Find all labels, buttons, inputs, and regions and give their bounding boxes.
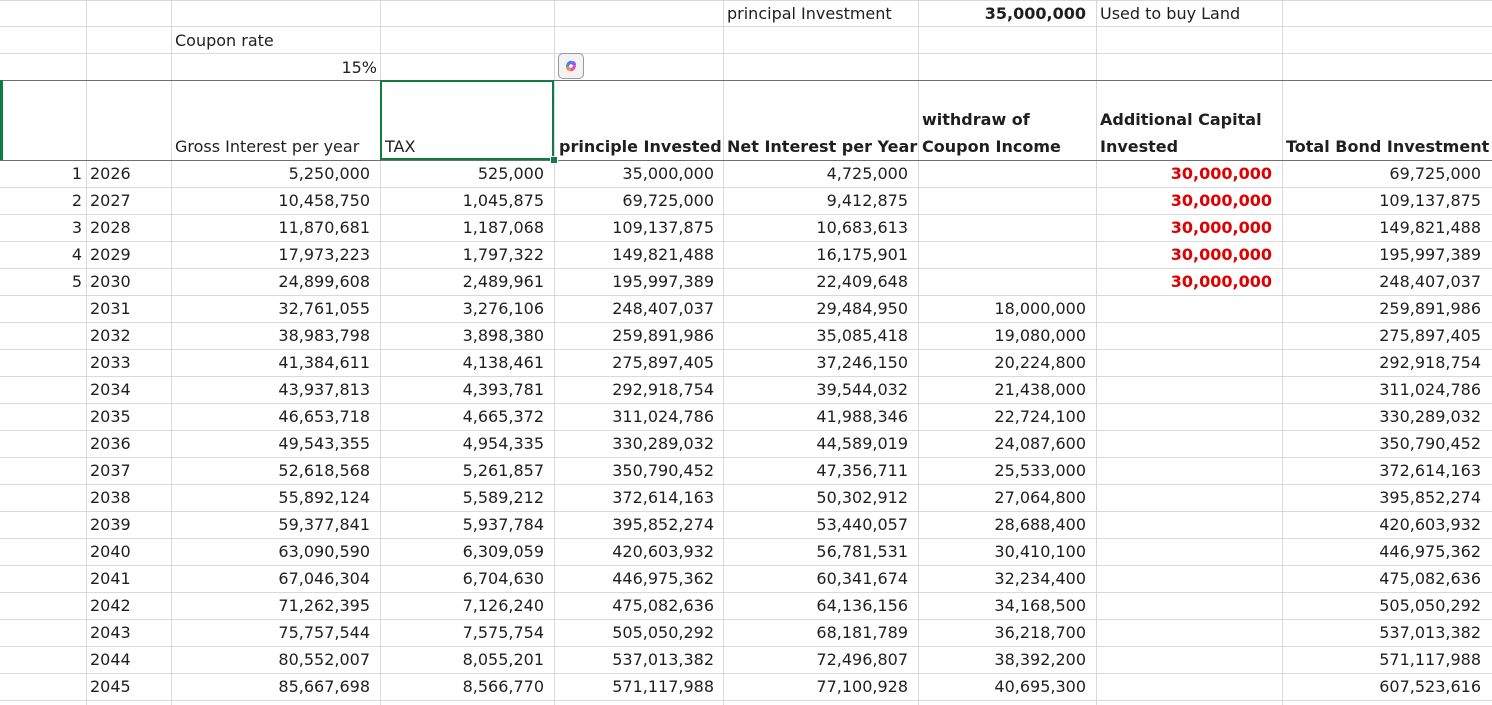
cell-withdraw[interactable]: 19,080,000 xyxy=(994,326,1086,345)
header-withdraw-line1[interactable]: withdraw of xyxy=(922,110,1030,129)
cell-total[interactable]: 372,614,163 xyxy=(1379,461,1481,480)
cell-withdraw[interactable]: 22,724,100 xyxy=(994,407,1086,426)
cell-year[interactable]: 2043 xyxy=(90,623,131,642)
cell-total[interactable]: 537,013,382 xyxy=(1379,623,1481,642)
cell-principle[interactable]: 69,725,000 xyxy=(622,191,714,210)
cell-year[interactable]: 2044 xyxy=(90,650,131,669)
cell-principle[interactable]: 109,137,875 xyxy=(612,218,714,237)
cell-principle[interactable]: 35,000,000 xyxy=(622,164,714,183)
cell-net[interactable]: 72,496,807 xyxy=(816,650,908,669)
cell-additional[interactable]: 30,000,000 xyxy=(1170,164,1272,183)
cell-withdraw[interactable]: 32,234,400 xyxy=(994,569,1086,588)
cell-total[interactable]: 248,407,037 xyxy=(1379,272,1481,291)
cell-n[interactable] xyxy=(0,488,82,508)
cell-gross[interactable]: 59,377,841 xyxy=(278,515,370,534)
cell-n[interactable] xyxy=(0,677,82,697)
gridline xyxy=(0,80,1492,81)
cell-year[interactable]: 2036 xyxy=(90,434,131,453)
cell-withdraw[interactable]: 25,533,000 xyxy=(994,461,1086,480)
cell-additional[interactable] xyxy=(1096,569,1272,589)
cell-withdraw[interactable]: 24,087,600 xyxy=(994,434,1086,453)
cell-gross[interactable]: 43,937,813 xyxy=(278,380,370,399)
cell-withdraw[interactable]: 38,392,200 xyxy=(994,650,1086,669)
gridline xyxy=(0,457,1492,458)
cell-net[interactable]: 39,544,032 xyxy=(816,380,908,399)
cell-n[interactable] xyxy=(0,650,82,670)
cell-n[interactable] xyxy=(0,515,82,535)
gridline xyxy=(0,322,1492,323)
gridline xyxy=(0,53,1492,54)
cell-net[interactable]: 60,341,674 xyxy=(816,569,908,588)
cell-withdraw[interactable]: 34,168,500 xyxy=(994,596,1086,615)
cell-additional[interactable]: 30,000,000 xyxy=(1170,245,1272,264)
cell-year[interactable]: 2031 xyxy=(90,299,131,318)
cell-total[interactable]: 395,852,274 xyxy=(1379,488,1481,507)
cell-year[interactable]: 2038 xyxy=(90,488,131,507)
cell-tax[interactable]: 5,589,212 xyxy=(462,488,544,507)
cell-year[interactable]: 2032 xyxy=(90,326,131,345)
cell-year[interactable]: 2035 xyxy=(90,407,131,426)
cell-n[interactable]: 4 xyxy=(71,245,82,264)
cell-total[interactable]: 292,918,754 xyxy=(1379,353,1481,372)
cell-year[interactable]: 2039 xyxy=(90,515,131,534)
cell-tax[interactable]: 4,138,461 xyxy=(462,353,544,372)
cell-gross[interactable]: 75,757,544 xyxy=(278,623,370,642)
cell-total[interactable]: 69,725,000 xyxy=(1389,164,1481,183)
cell-year[interactable]: 2026 xyxy=(90,164,131,183)
cell-tax[interactable]: 5,937,784 xyxy=(462,515,544,534)
gridline xyxy=(0,26,1492,27)
cell-principle[interactable]: 292,918,754 xyxy=(612,380,714,399)
cell-gross[interactable]: 38,983,798 xyxy=(278,326,370,345)
cell-tax[interactable]: 1,045,875 xyxy=(462,191,544,210)
cell-net[interactable]: 44,589,019 xyxy=(816,434,908,453)
cell-gross[interactable]: 55,892,124 xyxy=(278,488,370,507)
cell-year[interactable]: 2027 xyxy=(90,191,131,210)
cell-gross[interactable]: 85,667,698 xyxy=(278,677,370,696)
gridline xyxy=(0,430,1492,431)
cell-additional[interactable] xyxy=(1096,299,1272,319)
cell-n[interactable] xyxy=(0,380,82,400)
cell-n[interactable] xyxy=(0,542,82,562)
cell-net[interactable]: 10,683,613 xyxy=(816,218,908,237)
cell-withdraw[interactable]: 18,000,000 xyxy=(994,299,1086,318)
cell-total[interactable]: 195,997,389 xyxy=(1379,245,1481,264)
principal-investment-note[interactable]: Used to buy Land xyxy=(1100,4,1241,23)
cell-net[interactable]: 64,136,156 xyxy=(816,596,908,615)
cell-principle[interactable]: 420,603,932 xyxy=(612,542,714,561)
gridline xyxy=(0,565,1492,566)
cell-additional[interactable] xyxy=(1096,326,1272,346)
cell-gross[interactable]: 11,870,681 xyxy=(278,218,370,237)
cell-tax[interactable]: 4,954,335 xyxy=(462,434,544,453)
cell-tax[interactable]: 1,187,068 xyxy=(462,218,544,237)
cell-additional[interactable] xyxy=(1096,353,1272,373)
cell-principle[interactable]: 195,997,389 xyxy=(612,272,714,291)
cell-principle[interactable]: 475,082,636 xyxy=(612,596,714,615)
cell-n[interactable]: 1 xyxy=(71,164,82,183)
cell-year[interactable]: 2033 xyxy=(90,353,131,372)
cell-withdraw[interactable]: 36,218,700 xyxy=(994,623,1086,642)
cell-net[interactable]: 37,246,150 xyxy=(816,353,908,372)
cell-tax[interactable]: 7,575,754 xyxy=(462,623,544,642)
active-row-indicator xyxy=(0,80,3,160)
cell-total[interactable]: 446,975,362 xyxy=(1379,542,1481,561)
gridline xyxy=(0,0,1492,1)
cell-tax[interactable]: 4,665,372 xyxy=(462,407,544,426)
cell-n[interactable] xyxy=(0,434,82,454)
cell-total[interactable]: 259,891,986 xyxy=(1379,299,1481,318)
principal-investment-label[interactable]: principal Investment xyxy=(727,4,892,23)
cell-gross[interactable]: 52,618,568 xyxy=(278,461,370,480)
header-tax[interactable]: TAX xyxy=(385,137,416,156)
cell-additional[interactable] xyxy=(1096,407,1272,427)
cell-year[interactable]: 2029 xyxy=(90,245,131,264)
cell-gross[interactable]: 67,046,304 xyxy=(278,569,370,588)
cell-principle[interactable]: 350,790,452 xyxy=(612,461,714,480)
cell-net[interactable]: 50,302,912 xyxy=(816,488,908,507)
gridline xyxy=(0,160,1492,161)
cell-total[interactable]: 350,790,452 xyxy=(1379,434,1481,453)
cell-n[interactable] xyxy=(0,326,82,346)
cell-tax[interactable]: 8,055,201 xyxy=(462,650,544,669)
cell-total[interactable]: 420,603,932 xyxy=(1379,515,1481,534)
cell-gross[interactable]: 46,653,718 xyxy=(278,407,370,426)
cell-additional[interactable] xyxy=(1096,596,1272,616)
cell-tax[interactable]: 525,000 xyxy=(477,164,544,183)
cell-principle[interactable]: 311,024,786 xyxy=(612,407,714,426)
cell-year[interactable]: 2040 xyxy=(90,542,131,561)
cell-net[interactable]: 35,085,418 xyxy=(816,326,908,345)
cell-net[interactable]: 68,181,789 xyxy=(816,623,908,642)
cell-gross[interactable]: 63,090,590 xyxy=(278,542,370,561)
cell-n[interactable]: 5 xyxy=(71,272,82,291)
cell-withdraw[interactable]: 27,064,800 xyxy=(994,488,1086,507)
cell-net[interactable]: 29,484,950 xyxy=(816,299,908,318)
gridline xyxy=(0,592,1492,593)
cell-year[interactable]: 2028 xyxy=(90,218,131,237)
gridline xyxy=(0,268,1492,269)
cell-gross[interactable]: 32,761,055 xyxy=(278,299,370,318)
copilot-button[interactable] xyxy=(558,53,584,79)
gridline xyxy=(0,619,1492,620)
fill-handle[interactable] xyxy=(550,156,558,164)
cell-principle[interactable]: 275,897,405 xyxy=(612,353,714,372)
cell-net[interactable]: 22,409,648 xyxy=(816,272,908,291)
cell-tax[interactable]: 3,276,106 xyxy=(462,299,544,318)
cell-additional[interactable]: 30,000,000 xyxy=(1170,218,1272,237)
cell-n[interactable] xyxy=(0,353,82,373)
header-net-interest[interactable]: Net Interest per Year xyxy=(727,137,918,156)
cell-gross[interactable]: 41,384,611 xyxy=(278,353,370,372)
cell-net[interactable]: 53,440,057 xyxy=(816,515,908,534)
cell-principle[interactable]: 395,852,274 xyxy=(612,515,714,534)
cell-additional[interactable] xyxy=(1096,461,1272,481)
cell-net[interactable]: 9,412,875 xyxy=(826,191,908,210)
cell-net[interactable]: 77,100,928 xyxy=(816,677,908,696)
gridline xyxy=(0,538,1492,539)
cell-additional[interactable] xyxy=(1096,380,1272,400)
cell-gross[interactable]: 5,250,000 xyxy=(288,164,370,183)
gridline xyxy=(0,700,1492,701)
header-additional-line2[interactable]: Invested xyxy=(1100,137,1179,156)
header-total-bond-investment[interactable]: Total Bond Investment xyxy=(1286,137,1490,156)
cell-principle[interactable]: 372,614,163 xyxy=(612,488,714,507)
gridline xyxy=(0,349,1492,350)
principal-investment-value[interactable]: 35,000,000 xyxy=(984,4,1086,23)
cell-principle[interactable]: 571,117,988 xyxy=(612,677,714,696)
header-additional-line1[interactable]: Additional Capital xyxy=(1100,110,1262,129)
cell-total[interactable]: 505,050,292 xyxy=(1379,596,1481,615)
cell-gross[interactable]: 17,973,223 xyxy=(278,245,370,264)
cell-principle[interactable]: 446,975,362 xyxy=(612,569,714,588)
cell-withdraw[interactable] xyxy=(918,272,1086,292)
gridline xyxy=(0,376,1492,377)
cell-year[interactable]: 2037 xyxy=(90,461,131,480)
cell-tax[interactable]: 6,309,059 xyxy=(462,542,544,561)
header-withdraw-line2[interactable]: Coupon Income xyxy=(922,137,1061,156)
gridline xyxy=(0,646,1492,647)
gridline xyxy=(0,214,1492,215)
cell-principle[interactable]: 149,821,488 xyxy=(612,245,714,264)
cell-tax[interactable]: 6,704,630 xyxy=(462,569,544,588)
gridline xyxy=(0,511,1492,512)
cell-withdraw[interactable] xyxy=(918,191,1086,211)
cell-gross[interactable]: 24,899,608 xyxy=(278,272,370,291)
cell-withdraw[interactable]: 28,688,400 xyxy=(994,515,1086,534)
cell-additional[interactable] xyxy=(1096,650,1272,670)
gridline xyxy=(0,241,1492,242)
cell-principle[interactable]: 505,050,292 xyxy=(612,623,714,642)
gridline xyxy=(0,187,1492,188)
cell-withdraw[interactable]: 20,224,800 xyxy=(994,353,1086,372)
cell-additional[interactable] xyxy=(1096,677,1272,697)
cell-net[interactable]: 4,725,000 xyxy=(826,164,908,183)
cell-n[interactable] xyxy=(0,299,82,319)
gridline xyxy=(0,484,1492,485)
cell-withdraw[interactable]: 30,410,100 xyxy=(994,542,1086,561)
cell-withdraw[interactable] xyxy=(918,245,1086,265)
cell-net[interactable]: 16,175,901 xyxy=(816,245,908,264)
cell-withdraw[interactable] xyxy=(918,164,1086,184)
cell-tax[interactable]: 1,797,322 xyxy=(462,245,544,264)
cell-year[interactable]: 2041 xyxy=(90,569,131,588)
cell-n[interactable] xyxy=(0,569,82,589)
cell-n[interactable] xyxy=(0,407,82,427)
header-principle-invested[interactable]: principle Invested xyxy=(559,137,722,156)
cell-principle[interactable]: 537,013,382 xyxy=(612,650,714,669)
coupon-rate-value[interactable]: 15% xyxy=(341,58,377,77)
gridline xyxy=(0,403,1492,404)
cell-tax[interactable]: 7,126,240 xyxy=(462,596,544,615)
cell-total[interactable]: 109,137,875 xyxy=(1379,191,1481,210)
cell-total[interactable]: 149,821,488 xyxy=(1379,218,1481,237)
cell-additional[interactable] xyxy=(1096,515,1272,535)
gridline xyxy=(86,0,87,705)
cell-additional[interactable] xyxy=(1096,488,1272,508)
cell-n[interactable]: 3 xyxy=(71,218,82,237)
cell-additional[interactable]: 30,000,000 xyxy=(1170,272,1272,291)
cell-additional[interactable] xyxy=(1096,542,1272,562)
gridline xyxy=(0,295,1492,296)
cell-total[interactable]: 275,897,405 xyxy=(1379,326,1481,345)
cell-tax[interactable]: 2,489,961 xyxy=(462,272,544,291)
cell-total[interactable]: 571,117,988 xyxy=(1379,650,1481,669)
cell-tax[interactable]: 4,393,781 xyxy=(462,380,544,399)
cell-total[interactable]: 607,523,616 xyxy=(1379,677,1481,696)
cell-n[interactable]: 2 xyxy=(71,191,82,210)
cell-withdraw[interactable]: 40,695,300 xyxy=(994,677,1086,696)
header-gross-interest[interactable]: Gross Interest per year xyxy=(175,137,360,156)
cell-withdraw[interactable]: 21,438,000 xyxy=(994,380,1086,399)
cell-gross[interactable]: 10,458,750 xyxy=(278,191,370,210)
cell-total[interactable]: 311,024,786 xyxy=(1379,380,1481,399)
cell-total[interactable]: 330,289,032 xyxy=(1379,407,1481,426)
cell-principle[interactable]: 248,407,037 xyxy=(612,299,714,318)
cell-gross[interactable]: 80,552,007 xyxy=(278,650,370,669)
cell-additional[interactable] xyxy=(1096,434,1272,454)
cell-n[interactable] xyxy=(0,461,82,481)
cell-gross[interactable]: 71,262,395 xyxy=(278,596,370,615)
cell-year[interactable]: 2042 xyxy=(90,596,131,615)
cell-net[interactable]: 56,781,531 xyxy=(816,542,908,561)
selected-cell[interactable] xyxy=(380,80,554,160)
cell-gross[interactable]: 49,543,355 xyxy=(278,434,370,453)
copilot-icon xyxy=(563,58,579,74)
cell-n[interactable] xyxy=(0,623,82,643)
cell-year[interactable]: 2034 xyxy=(90,380,131,399)
cell-tax[interactable]: 8,566,770 xyxy=(462,677,544,696)
cell-principle[interactable]: 330,289,032 xyxy=(612,434,714,453)
cell-year[interactable]: 2045 xyxy=(90,677,131,696)
cell-n[interactable] xyxy=(0,596,82,616)
coupon-rate-label[interactable]: Coupon rate xyxy=(175,31,274,50)
cell-tax[interactable]: 5,261,857 xyxy=(462,461,544,480)
cell-principle[interactable]: 259,891,986 xyxy=(612,326,714,345)
cell-additional[interactable] xyxy=(1096,623,1272,643)
gridline xyxy=(0,673,1492,674)
cell-net[interactable]: 41,988,346 xyxy=(816,407,908,426)
cell-year[interactable]: 2030 xyxy=(90,272,131,291)
cell-net[interactable]: 47,356,711 xyxy=(816,461,908,480)
cell-additional[interactable]: 30,000,000 xyxy=(1170,191,1272,210)
cell-withdraw[interactable] xyxy=(918,218,1086,238)
cell-tax[interactable]: 3,898,380 xyxy=(462,326,544,345)
cell-total[interactable]: 475,082,636 xyxy=(1379,569,1481,588)
